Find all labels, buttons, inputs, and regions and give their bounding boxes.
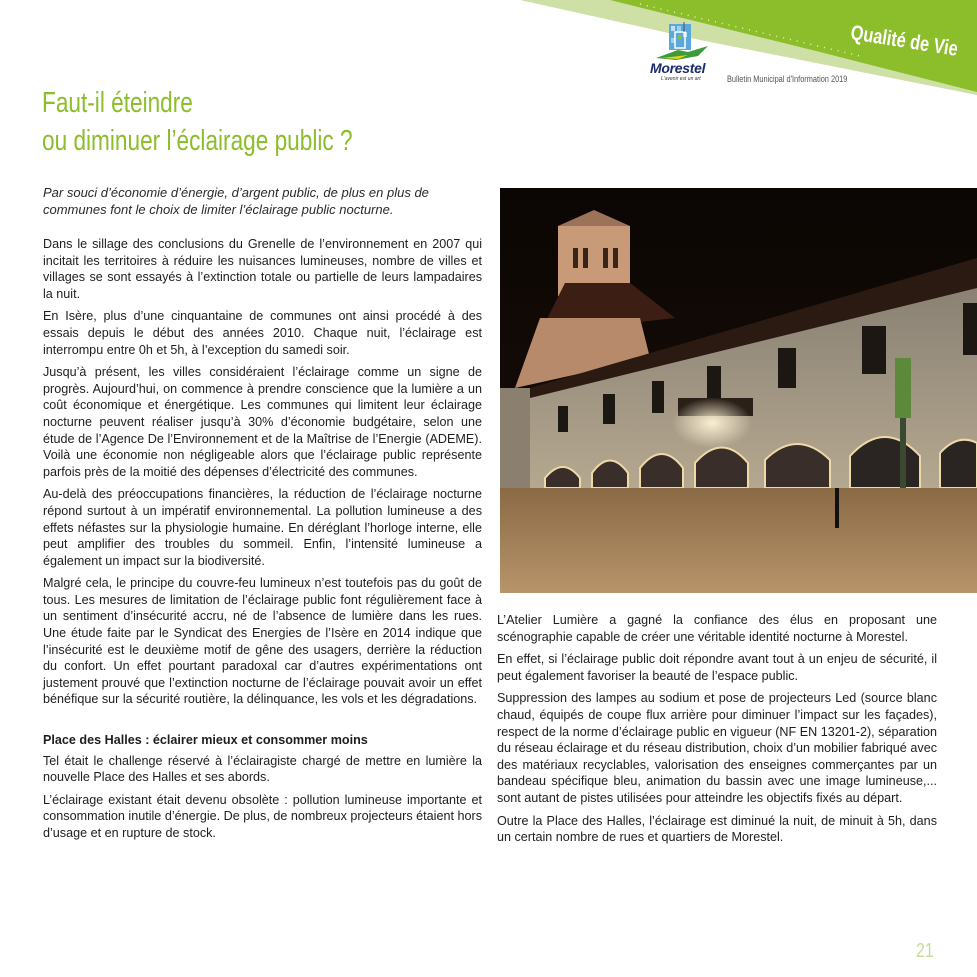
logo-tagline: L'avenir est un art — [661, 76, 701, 82]
paragraph: Tel était le challenge réservé à l’éclairagiste chargé de mettre en lumière la nouvelle Place des Halles et ses abords. — [43, 753, 482, 785]
subheading: Place des Halles : éclairer mieux et consommer moins — [43, 733, 368, 748]
article-title-line-2: ou diminuer l’éclairage public ? — [42, 125, 353, 157]
paragraph: Jusqu’à présent, les villes considéraient l’éclairage comme un signe de progrès. Aujourd’hui, on commence à prendre conscience que la lumière a un coût économique et énergétique. Les communes qui limitent leur éclairage nocturne peuvent réaliser jusqu’à 30% d’économie budgétaire, selon une étude de l’Agence De l’Environnement et de la Maîtrise de l’Energie (ADEME). Voilà une économie non négligeable alors que l’éclairage public représente parfois près de la moitié des dépenses d’électricité des communes. — [43, 365, 482, 479]
paragraph: Outre la Place des Halles, l’éclairage est diminué la nuit, de minuit à 5h, dans un certain nombre de rues et quartiers de Morestel. — [497, 813, 937, 845]
paragraph: Malgré cela, le principe du couvre-feu lumineux n’est toutefois pas du goût de tous. Les mesures de limitation de l’éclairage public font régulièrement face à un sentiment d’insécurité accru, né de l’absence de lumière dans les rues. Une étude faite par le Syndicat des Energies de l’Isère en 2014 indique que l’insécurité est le deuxième motif de gêne des usagers, derrière la réduction du confort. Un effet pourtant paradoxal car d’autres expérimentations ont justement prouvé que l’extinction nocturne de l’éclairage pouvait avoir un effet bénéfique sur la sécurité routière, la délinquance, les vols et les dégradations. — [43, 576, 482, 707]
page-number: 21 — [916, 940, 934, 962]
paragraph: En effet, si l’éclairage public doit répondre avant tout à un enjeu de sécurité, il peut également favoriser la beauté de l’espace public. — [497, 652, 937, 683]
left-column — [43, 236, 482, 848]
paragraph: L’éclairage existant était devenu obsolète : pollution lumineuse importante et consommation inutile d’énergie. De plus, de nombreux projecteurs étaient hors d’usage et en rupture de stock. — [43, 792, 482, 840]
right-column — [497, 612, 937, 852]
article-lede: Par souci d’économie d’énergie, d’argent public, de plus en plus de communes font le choix de limiter l’éclairage public nocturne. — [43, 185, 429, 217]
night-photo-place-des-halles — [500, 188, 977, 593]
section-title: Qualité de Vie — [848, 21, 959, 61]
logo-name: Morestel — [650, 60, 706, 76]
paragraph: Au-delà des préoccupations financières, la réduction de l’éclairage nocturne répond surtout à un impératif environnemental. La pollution lumineuse a des effets néfastes sur la physiologie humaine. En déréglant l’horloge interne, elle peut amplifier des troubles du sommeil. Enfin, l’intensité lumineuse a également un impact sur la biodiversité. — [43, 487, 482, 568]
paragraph: Suppression des lampes au sodium et pose de projecteurs Led (source blanc chaud, équipés de coupe flux arrière pour diminuer l’impact sur les façades), respect de la norme d’éclairage public en vigueur (NF EN 13201-2), séparation du réseau éclairage et du réseau distribution, choix d’un mobilier fabriqué avec des matériaux recyclables, valorisation des enseignes commerçantes par un bandeau spécifique bleu, animation du bassin avec une image lumineuse,... sont autant de pistes utilisées pour atteindre les objectifs fixés au départ. — [497, 691, 937, 805]
arch — [940, 440, 977, 488]
bulletin-label: Bulletin Municipal d'Information 2019 — [727, 74, 848, 84]
article-title-line-1: Faut-il éteindre — [42, 87, 193, 119]
paragraph: L’Atelier Lumière a gagné la confiance des élus en proposant une scénographie capable de créer une véritable identité nocturne à Morestel. — [497, 613, 937, 644]
paragraph: Dans le sillage des conclusions du Grenelle de l’environnement en 2007 qui incitait les territoires à réduire les nuisances lumineuses, nombre de villes et villages se sont essayés à l’extinction totale ou partielle de leurs lampadaires la nuit. — [43, 237, 482, 301]
article-title — [42, 84, 353, 160]
paragraph: En Isère, plus d’une cinquantaine de communes ont ainsi procédé à des essais depuis le début des années 2010. Chaque nuit, l’éclairage est interrompu entre 0h et 5h, à l’exception du samedi soir. — [43, 309, 482, 357]
plaza-ground — [500, 488, 977, 593]
